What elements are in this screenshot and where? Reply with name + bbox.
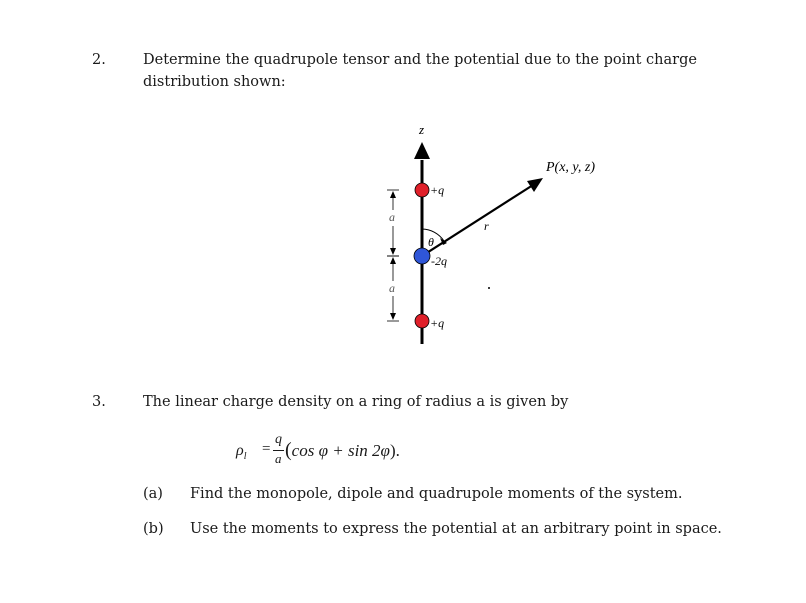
formula-equals: = bbox=[262, 441, 271, 457]
charge-middle-label: -2q bbox=[431, 254, 447, 268]
spacing-arrow-lower-bottom bbox=[390, 313, 396, 320]
charge-bottom-label: +q bbox=[430, 316, 445, 330]
part-a-label: (a) bbox=[143, 486, 163, 502]
formula-body-inner: cos φ + sin 2φ bbox=[291, 441, 390, 460]
formula-lhs bbox=[236, 442, 246, 462]
problem-3-number: 3. bbox=[92, 394, 106, 410]
spacing-arrow-upper-bottom bbox=[390, 248, 396, 255]
part-b-label: (b) bbox=[143, 521, 164, 537]
formula-paren-open: ( bbox=[285, 439, 292, 461]
part-b-text: Use the moments to express the potential at an arbitrary point in space. bbox=[190, 521, 722, 537]
formula-rho-subscript: l bbox=[243, 451, 247, 463]
formula-paren-close: ). bbox=[389, 441, 400, 460]
formula-fraction-denominator: a bbox=[275, 451, 282, 466]
problem-2-text-line2: distribution shown: bbox=[143, 74, 286, 90]
charge-top-label: +q bbox=[430, 183, 445, 197]
spacing-label-upper: a bbox=[389, 210, 395, 224]
problem-2-number: 2. bbox=[92, 52, 106, 68]
z-axis-arrowhead bbox=[414, 142, 430, 159]
r-label: r bbox=[484, 219, 489, 233]
charge-middle bbox=[414, 248, 430, 264]
formula-body bbox=[285, 439, 400, 462]
stray-dot bbox=[488, 287, 490, 289]
spacing-arrow-lower-top bbox=[390, 257, 396, 264]
problem-3-text: The linear charge density on a ring of radius a is given by bbox=[143, 394, 569, 410]
charge-bottom bbox=[415, 314, 429, 328]
formula-fraction-numerator: q bbox=[275, 432, 282, 447]
charge-top bbox=[415, 183, 429, 197]
r-vector-arrowhead bbox=[527, 178, 543, 192]
spacing-arrow-upper-top bbox=[390, 191, 396, 198]
z-axis-label: z bbox=[419, 122, 425, 137]
point-p-label: P(x, y, z) bbox=[546, 160, 595, 175]
formula-rho: ρ bbox=[236, 442, 244, 459]
theta-label: θ bbox=[428, 235, 434, 249]
part-a-text: Find the monopole, dipole and quadrupole moments of the system. bbox=[190, 486, 683, 502]
problem-2-text-line1: Determine the quadrupole tensor and the potential due to the point charge bbox=[143, 52, 697, 68]
spacing-label-lower: a bbox=[389, 281, 395, 295]
